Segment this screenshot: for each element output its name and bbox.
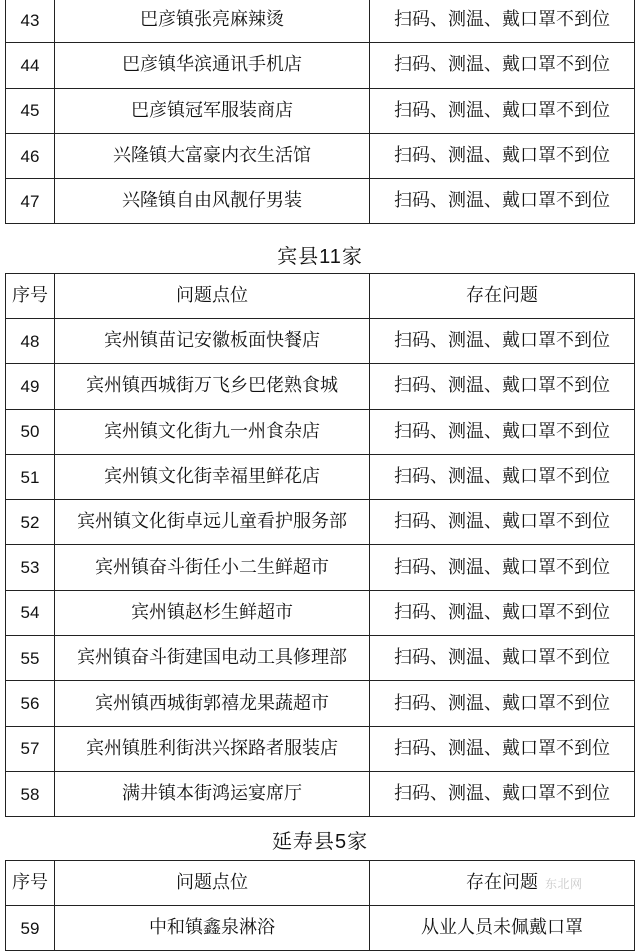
table-binxian xyxy=(5,273,635,817)
table-row xyxy=(6,545,635,590)
section-title-prefix: 宾县 xyxy=(277,244,320,268)
row-issue: 从业人员未佩戴口罩 xyxy=(370,906,635,951)
row-place: 宾州镇文化街幸福里鲜花店 xyxy=(55,454,370,499)
row-place: 巴彦镇张亮麻辣烫 xyxy=(55,0,370,43)
row-issue: 扫码、测温、戴口罩不到位 xyxy=(370,0,635,43)
row-number: 57 xyxy=(6,726,55,771)
row-issue: 扫码、测温、戴口罩不到位 xyxy=(370,681,635,726)
row-issue: 扫码、测温、戴口罩不到位 xyxy=(370,545,635,590)
table-row xyxy=(6,88,635,133)
table-row xyxy=(6,636,635,681)
row-number: 58 xyxy=(6,771,55,816)
row-number: 43 xyxy=(6,0,55,43)
row-number: 47 xyxy=(6,179,55,224)
header-issue: 存在问题 xyxy=(370,861,635,906)
table-row xyxy=(6,906,635,951)
row-issue: 扫码、测温、戴口罩不到位 xyxy=(370,590,635,635)
table-row xyxy=(6,681,635,726)
row-place: 宾州镇胜利街洪兴探路者服装店 xyxy=(55,726,370,771)
row-place: 宾州镇苗记安徽板面快餐店 xyxy=(55,319,370,364)
row-issue: 扫码、测温、戴口罩不到位 xyxy=(370,364,635,409)
table-row xyxy=(6,454,635,499)
section-title-yanshouxian xyxy=(0,825,640,854)
row-place: 巴彦镇冠军服装商店 xyxy=(55,88,370,133)
row-number: 53 xyxy=(6,545,55,590)
row-place: 宾州镇西城街万飞乡巴佬熟食城 xyxy=(55,364,370,409)
table-body xyxy=(6,0,635,224)
header-place: 问题点位 xyxy=(55,274,370,319)
row-issue: 扫码、测温、戴口罩不到位 xyxy=(370,726,635,771)
row-place: 中和镇鑫泉淋浴 xyxy=(55,906,370,951)
table-row xyxy=(6,590,635,635)
section-title-count: 5 xyxy=(334,831,348,853)
table-row xyxy=(6,500,635,545)
table-row xyxy=(6,771,635,816)
table-body xyxy=(6,861,635,951)
row-issue: 扫码、测温、戴口罩不到位 xyxy=(370,771,635,816)
table-row xyxy=(6,364,635,409)
row-number: 51 xyxy=(6,454,55,499)
row-place: 宾州镇赵杉生鲜超市 xyxy=(55,590,370,635)
row-issue: 扫码、测温、戴口罩不到位 xyxy=(370,500,635,545)
row-issue: 扫码、测温、戴口罩不到位 xyxy=(370,43,635,88)
watermark-logo: 东北网 xyxy=(545,877,583,891)
row-place: 兴隆镇大富豪内衣生活馆 xyxy=(55,133,370,178)
row-issue: 扫码、测温、戴口罩不到位 xyxy=(370,636,635,681)
row-number: 56 xyxy=(6,681,55,726)
section-title-prefix: 延寿县 xyxy=(271,829,335,853)
row-issue: 扫码、测温、戴口罩不到位 xyxy=(370,88,635,133)
table-row xyxy=(6,319,635,364)
section-title-binxian xyxy=(0,240,640,269)
table-row xyxy=(6,43,635,88)
section-title-count: 11 xyxy=(319,246,342,268)
row-place: 宾州镇奋斗街任小二生鲜超市 xyxy=(55,545,370,590)
table-header-row xyxy=(6,274,635,319)
row-issue: 扫码、测温、戴口罩不到位 xyxy=(370,454,635,499)
header-no: 序号 xyxy=(6,274,55,319)
row-number: 44 xyxy=(6,43,55,88)
row-issue: 扫码、测温、戴口罩不到位 xyxy=(370,133,635,178)
row-number: 49 xyxy=(6,364,55,409)
row-number: 46 xyxy=(6,133,55,178)
row-number: 45 xyxy=(6,88,55,133)
row-number: 59 xyxy=(6,906,55,951)
row-number: 54 xyxy=(6,590,55,635)
row-place: 宾州镇文化街九一州食杂店 xyxy=(55,409,370,454)
row-place: 满井镇本街鸿运宴席厅 xyxy=(55,771,370,816)
table-row xyxy=(6,0,635,43)
row-number: 52 xyxy=(6,500,55,545)
section-title-suffix: 家 xyxy=(341,244,363,268)
header-place: 问题点位 xyxy=(55,861,370,906)
table-body xyxy=(6,274,635,817)
row-place: 兴隆镇自由风靓仔男装 xyxy=(55,179,370,224)
row-issue: 扫码、测温、戴口罩不到位 xyxy=(370,319,635,364)
table-row xyxy=(6,133,635,178)
section-title-suffix: 家 xyxy=(347,829,369,853)
row-issue: 扫码、测温、戴口罩不到位 xyxy=(370,179,635,224)
row-number: 48 xyxy=(6,319,55,364)
table-yanshouxian xyxy=(5,860,635,951)
table-row xyxy=(6,409,635,454)
row-number: 50 xyxy=(6,409,55,454)
header-no: 序号 xyxy=(6,861,55,906)
header-issue: 存在问题 xyxy=(370,274,635,319)
row-place: 宾州镇文化街卓远儿童看护服务部 xyxy=(55,500,370,545)
table-bayan-continued xyxy=(5,0,635,224)
table-header-row xyxy=(6,861,635,906)
row-issue: 扫码、测温、戴口罩不到位 xyxy=(370,409,635,454)
row-place: 宾州镇奋斗街建国电动工具修理部 xyxy=(55,636,370,681)
row-place: 巴彦镇华滨通讯手机店 xyxy=(55,43,370,88)
row-place: 宾州镇西城街郭禧龙果蔬超市 xyxy=(55,681,370,726)
table-row xyxy=(6,179,635,224)
table-row xyxy=(6,726,635,771)
row-number: 55 xyxy=(6,636,55,681)
